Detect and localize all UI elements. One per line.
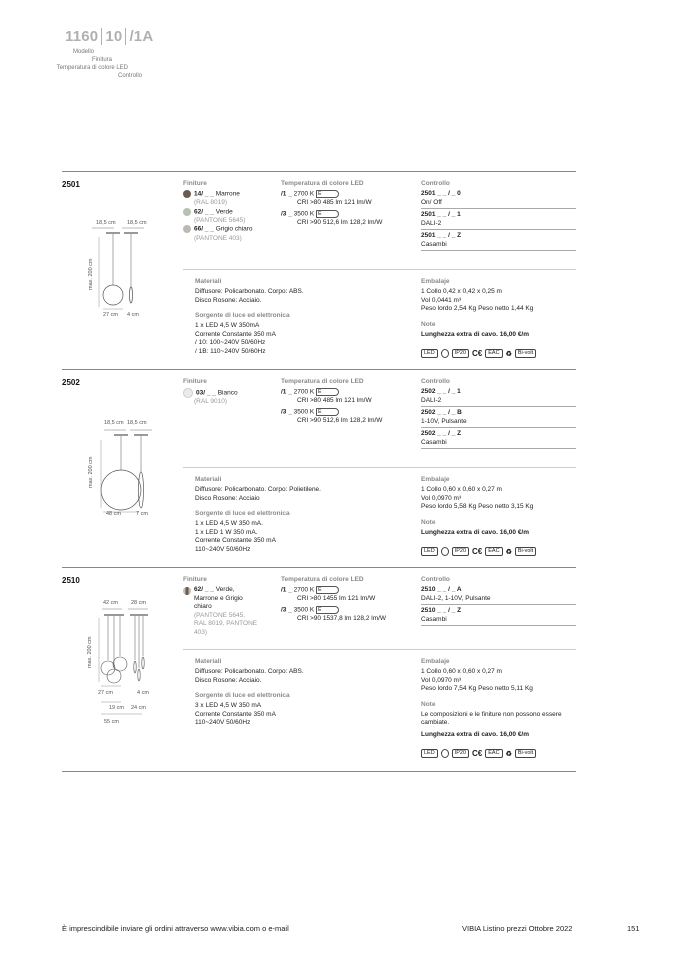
temperatura-label: Temperatura di colore LED [281,180,364,187]
packaging-line: 1 Collo 0,42 x 0,42 x 0,25 m [421,288,502,295]
temp-code: /3 _ [281,210,292,218]
material-line: Disco Rosone: Acciaio [195,494,260,502]
recycle-icon: ♻ [505,350,512,358]
temp-code: /1 _ [281,388,292,396]
footer-brand: VIBIA Listino prezzi Ottobre 2022 [462,924,573,933]
finiture-label: Finiture [183,378,207,385]
note-line: Lunghezza extra di cavo. 16,00 €/m [421,330,530,338]
material-line: Diffusore: Policarbonato. Corpo: Polietilene. [195,486,321,493]
packaging-line: Peso lordo 5,58 Kg Peso netto 3,15 Kg [421,503,534,510]
subdivider [183,649,576,650]
temp-item [281,586,416,604]
dim-bot-b: 4 cm [127,312,139,318]
packaging-2510 [421,658,577,763]
control-item [421,607,576,626]
finish-name: Verde [215,208,233,216]
color-swatch-icon [183,225,191,233]
temp-spec: CRI >90 512,6 lm 128,2 lm/W [297,416,383,424]
finish-name: Grigio chiaro [215,226,253,234]
sorgente-label: Sorgente di luce ed elettronica [195,510,290,517]
finish-code: 62/ _ _ [194,586,214,593]
packaging-line: Vol 0,0970 m³ [421,494,462,502]
controllo-label: Controllo [421,378,450,385]
energy-label-icon: E [316,210,339,218]
note-line: Lunghezza extra di cavo. 16,00 €/m [421,528,530,536]
color-swatch-icon [183,190,191,198]
packaging-line: Vol 0,0970 m³ [421,676,462,684]
dim-bot-e: 55 cm [104,719,119,725]
subdivider [183,269,576,270]
materiali-label: Materiali [195,278,222,285]
materials-2501 [195,278,410,356]
recycle-icon: ♻ [505,548,512,556]
controls-2501 [421,180,577,253]
finish-item [183,388,275,407]
color-swatch-icon [183,208,191,216]
code-part-finish: 10 [102,28,126,45]
source-line: Corrente Constante 350 mA [195,537,276,544]
product-code-2510: 2510 [62,576,80,585]
dim-height: max. 200 cm [88,258,94,290]
dim-top-b: 18,5 cm [127,420,147,426]
material-line: Diffusore: Policarbonato. Corpo: ABS. [195,288,304,295]
ip20-badge: IP20 [452,547,469,556]
temperatura-label: Temperatura di colore LED [281,378,364,385]
divider [62,771,576,772]
temp-spec: CRI >90 1537,8 lm 128,2 lm/W [297,614,387,622]
code-legend [30,48,142,80]
led-badge: LED [421,349,438,358]
color-swatch-icon [183,388,193,398]
embalaje-label: Embalaje [421,278,450,285]
packaging-line: Vol 0,0441 m³ [421,296,462,304]
lamp-drawing-2501 [88,215,158,325]
energy-label-icon: E [316,586,339,594]
source-line: 3 x LED 4,5 W 350 mA [195,702,262,709]
legend-controllo: Controllo [117,73,142,79]
material-line: Disco Rosone: Acciaio. [195,296,262,304]
packaging-line: 1 Collo 0,60 x 0,60 x 0,27 m [421,668,502,675]
dim-top-b: 18,5 cm [127,220,147,226]
finish-name: Marrone [215,190,240,198]
dim-top-a: 42 cm [103,600,118,606]
packaging-2501 [421,278,577,363]
dim-bot-b: 4 cm [137,690,149,696]
note-line: Lunghezza extra di cavo. 16,00 €/m [421,730,530,738]
control-desc: On/ Off [421,198,442,206]
controllo-label: Controllo [421,180,450,187]
energy-label-icon: E [316,388,339,396]
note-label: Note [421,518,436,526]
embalaje-label: Embalaje [421,476,450,483]
sorgente-label: Sorgente di luce ed elettronica [195,692,290,699]
control-item [421,430,576,449]
temp-item [281,190,416,208]
finish-sub: (RAL 9010) [194,398,227,406]
temp-code: /1 _ [281,190,292,198]
ip20-badge: IP20 [452,749,469,758]
materiali-label: Materiali [195,658,222,665]
finish-sub: (PANTONE 5645, RAL 8019, PANTONE 403) [194,611,258,636]
dim-bot-a: 27 cm [98,690,113,696]
note-line: Le composizioni e le finiture non possono essere cambiate. [421,710,562,726]
source-line: 110~240V 50/60Hz [195,545,251,553]
dim-top-b: 28 cm [131,600,146,606]
control-code: 2510 _ _ / _ A [421,586,462,593]
color-swatch-icon [183,587,191,595]
dim-top-a: 18,5 cm [104,420,124,426]
control-code: 2502 _ _ / _ B [421,409,462,416]
divider [62,171,576,172]
controls-2510 [421,576,577,628]
ip20-badge: IP20 [452,349,469,358]
temp-item [281,210,416,228]
ce-mark: C€ [472,349,483,359]
temp-k: 2700 K [293,388,315,396]
ce-mark: C€ [472,547,483,557]
embalaje-label: Embalaje [421,658,450,665]
finish-item [183,586,275,637]
globe-icon [441,547,449,556]
control-item [421,409,576,428]
note-label: Note [421,700,436,708]
finish-sub: (RAL 8019) [194,199,227,207]
materials-2502 [195,476,410,554]
control-item [421,232,576,251]
finish-code: 14/ _ _ [194,190,214,198]
certification-badges [421,345,577,363]
control-desc: DALI-2, 1-10V, Pulsante [421,594,491,602]
code-part-model: 1160 [62,28,102,45]
model-code-header [62,28,156,45]
lamp-drawing-2510 [92,600,162,730]
temp-spec: CRI >80 1455 lm 121 lm/W [297,595,376,603]
dim-height: max. 200 cm [87,636,93,668]
code-part-control: /1A [129,28,154,45]
finish-item [183,208,275,226]
divider [62,567,576,568]
finiture-label: Finiture [183,180,207,187]
finishes-2502 [183,378,275,407]
packaging-line: Peso lordo 2,54 Kg Peso netto 1,44 Kg [421,305,534,312]
finish-code: 03/ _ _ [196,389,216,397]
temp-k: 3500 K [293,408,315,416]
source-line: 1 x LED 4,5 W 350mA [195,322,260,329]
controls-2502 [421,378,577,451]
page-number: 151 [627,924,640,933]
finish-name: Verde, Marrone e Grigio chiaro [194,586,243,610]
dim-top-a: 18,5 cm [96,220,116,226]
control-desc: Casambi [421,438,447,446]
temp-code: /1 _ [281,586,292,594]
eac-badge: EAC [485,349,502,358]
dim-height: max. 200 cm [88,456,94,488]
finish-item [183,190,275,208]
finish-code: 66/ _ _ [194,226,214,234]
note-label: Note [421,320,436,328]
source-line: / 10: 100~240V 50/60Hz [195,339,266,346]
led-badge: LED [421,749,438,758]
control-code: 2502 _ _ / _ Z [421,430,462,437]
control-code: 2501 _ _ / _ 0 [421,190,461,197]
temp-k: 3500 K [293,606,315,614]
eac-badge: EAC [485,749,502,758]
sorgente-label: Sorgente di luce ed elettronica [195,312,290,319]
finish-sub: (PANTONE 5645) [194,216,246,224]
source-line: 1 x LED 1 W 350 mA. [195,528,258,536]
globe-icon [441,349,449,358]
finish-item [183,225,275,243]
material-line: Diffusore: Policarbonato. Corpo: ABS. [195,668,304,675]
temp-spec: CRI >80 485 lm 121 lm/W [297,199,372,207]
bivolt-badge: Bi-volt [515,749,536,758]
eac-badge: EAC [485,547,502,556]
product-code-2502: 2502 [62,378,80,387]
temp-item [281,388,416,406]
finishes-2510 [183,576,275,637]
temp-code: /3 _ [281,408,292,416]
recycle-icon: ♻ [505,750,512,758]
energy-label-icon: E [316,408,339,416]
source-line: Corrente Constante 350 mA [195,710,276,718]
control-desc: Casambi [421,240,447,248]
temp-k: 2700 K [293,190,315,198]
temperatura-label: Temperatura di colore LED [281,576,364,583]
finish-name: Bianco [217,389,238,397]
materials-2510 [195,658,410,728]
control-desc: Casambi [421,615,447,623]
temp-k: 3500 K [293,210,315,218]
certification-badges [421,543,577,561]
legend-temperatura: Temperatura di colore LED [56,65,128,71]
subdivider [183,467,576,468]
dim-bot-b: 7 cm [136,511,148,517]
finishes-2501 [183,180,275,243]
temp-spec: CRI >90 512,6 lm 128,2 lm/W [297,218,383,226]
temp-item [281,606,416,624]
control-code: 2501 _ _ / _ Z [421,232,462,239]
legend-finitura: Finitura [91,57,112,63]
packaging-2502 [421,476,577,561]
ce-mark: C€ [472,749,483,759]
led-badge: LED [421,547,438,556]
control-item [421,586,576,605]
source-line: 110~240V 50/60Hz [195,719,251,726]
bivolt-badge: Bi-volt [515,349,536,358]
energy-label-icon: E [316,190,339,198]
finish-code: 62/ _ _ [194,208,214,216]
control-code: 2501 _ _ / _ 1 [421,211,461,218]
dim-bot-a: 27 cm [103,312,118,318]
dim-bot-c: 19 cm [109,705,124,711]
dim-bot-a: 48 cm [106,511,121,517]
energy-label-icon: E [316,606,339,614]
temp-code: /3 _ [281,606,292,614]
legend-modello: Modello [72,49,94,55]
control-item [421,190,576,209]
controllo-label: Controllo [421,576,450,583]
materiali-label: Materiali [195,476,222,483]
certification-badges [421,745,577,763]
control-code: 2510 _ _ / _ Z [421,607,462,614]
control-item [421,388,576,407]
control-item [421,211,576,230]
temp-spec: CRI >80 485 lm 121 lm/W [297,397,372,405]
control-code: 2502 _ _ / _ 1 [421,388,461,395]
footer-order-note: È imprescindibile inviare gli ordini attraverso www.vibia.com o e-mail [62,924,289,933]
finish-sub: (PANTONE 403) [194,234,242,242]
temperature-2510 [281,576,416,623]
finiture-label: Finiture [183,576,207,583]
material-line: Disco Rosone: Acciaio. [195,676,262,684]
control-desc: DALI-2 [421,219,442,227]
temperature-2501 [281,180,416,227]
dim-bot-d: 24 cm [131,705,146,711]
source-line: / 1B: 110~240V 50/60Hz [195,347,266,355]
packaging-line: 1 Collo 0,60 x 0,60 x 0,27 m [421,486,502,493]
source-line: Corrente Constante 350 mA [195,330,276,338]
temperature-2502 [281,378,416,425]
source-line: 1 x LED 4,5 W 350 mA. [195,520,263,527]
product-code-2501: 2501 [62,180,80,189]
control-desc: 1-10V, Pulsante [421,417,467,425]
control-desc: DALI-2 [421,396,442,404]
globe-icon [441,749,449,758]
lamp-drawing-2502 [92,420,162,530]
temp-k: 2700 K [293,586,315,594]
temp-item [281,408,416,426]
divider [62,369,576,370]
bivolt-badge: Bi-volt [515,547,536,556]
packaging-line: Peso lordo 7,54 Kg Peso netto 5,11 Kg [421,685,533,692]
